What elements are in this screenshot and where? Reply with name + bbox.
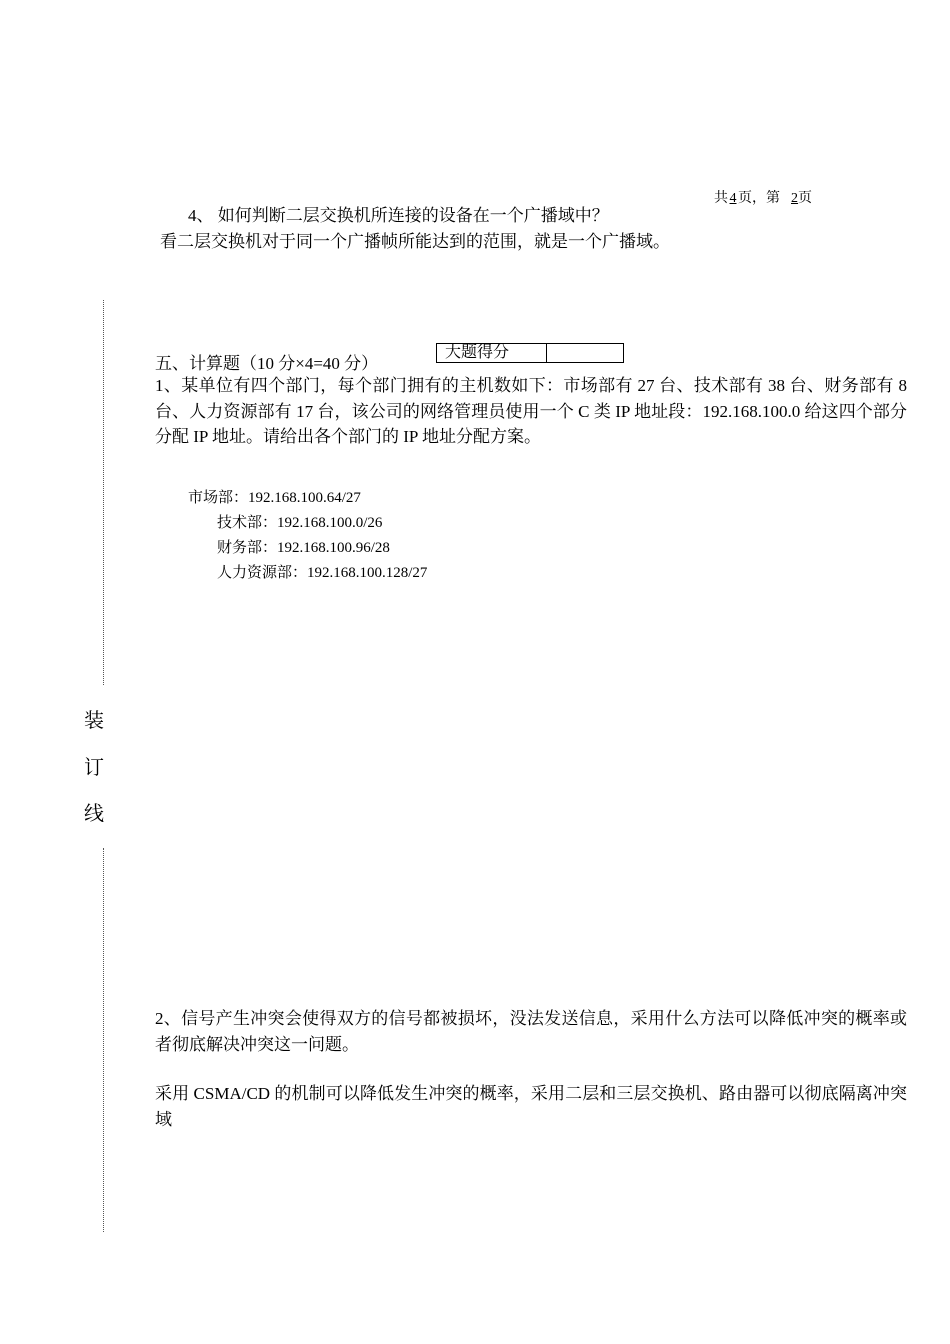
question-4-answer: 看二层交换机对于同一个广播帧所能达到的范围，就是一个广播域。 — [160, 232, 670, 251]
total-prefix: 共 — [714, 191, 728, 206]
answer-line-tech: 技术部：192.168.100.0/26 — [217, 515, 383, 531]
section-5-title: 五、计算题（10 分×4=40 分） — [155, 354, 379, 373]
page-counter — [714, 187, 812, 207]
question-1-prompt: 1、某单位有四个部门，每个部门拥有的主机数如下：市场部有 27 台、技术部有 38 台、财务部有 8 台、人力资源部有 17 台，该公司的网络管理员使用一个 C 类 IP 地址段：192.168.100.0 给这四个部分分配 IP 地址。请给出各个部门的 IP 地址分配方案。 — [155, 376, 907, 446]
current-page: 2 — [791, 191, 798, 206]
section-score-box — [436, 343, 624, 363]
binding-dotted-line-top — [103, 300, 104, 685]
answer-line-market: 市场部：192.168.100.64/27 — [188, 490, 361, 506]
score-value-cell — [547, 344, 623, 362]
answer-line-hr: 人力资源部：192.168.100.128/27 — [217, 565, 428, 581]
binding-dotted-line-bottom — [103, 848, 104, 1232]
binding-char-3: 线 — [84, 801, 104, 825]
total-suffix: 页，第 — [738, 191, 780, 206]
total-pages: 4 — [729, 191, 737, 206]
answer-line-finance: 财务部：192.168.100.96/28 — [217, 540, 390, 556]
binding-char-2: 订 — [84, 755, 104, 779]
question-4-prompt: 4、 如何判断二层交换机所连接的设备在一个广播域中？ — [188, 206, 609, 225]
score-label: 大题得分 — [437, 344, 547, 362]
current-suffix: 页 — [798, 191, 812, 206]
binding-char-1: 装 — [84, 708, 104, 732]
question-2-prompt: 2、信号产生冲突会使得双方的信号都被损坏，没法发送信息，采用什么方法可以降低冲突的概率或者彻底解决冲突这一问题。 — [155, 1009, 907, 1054]
question-2-answer: 采用 CSMA/CD 的机制可以降低发生冲突的概率，采用二层和三层交换机、路由器可以彻底隔离冲突域 — [155, 1084, 907, 1129]
